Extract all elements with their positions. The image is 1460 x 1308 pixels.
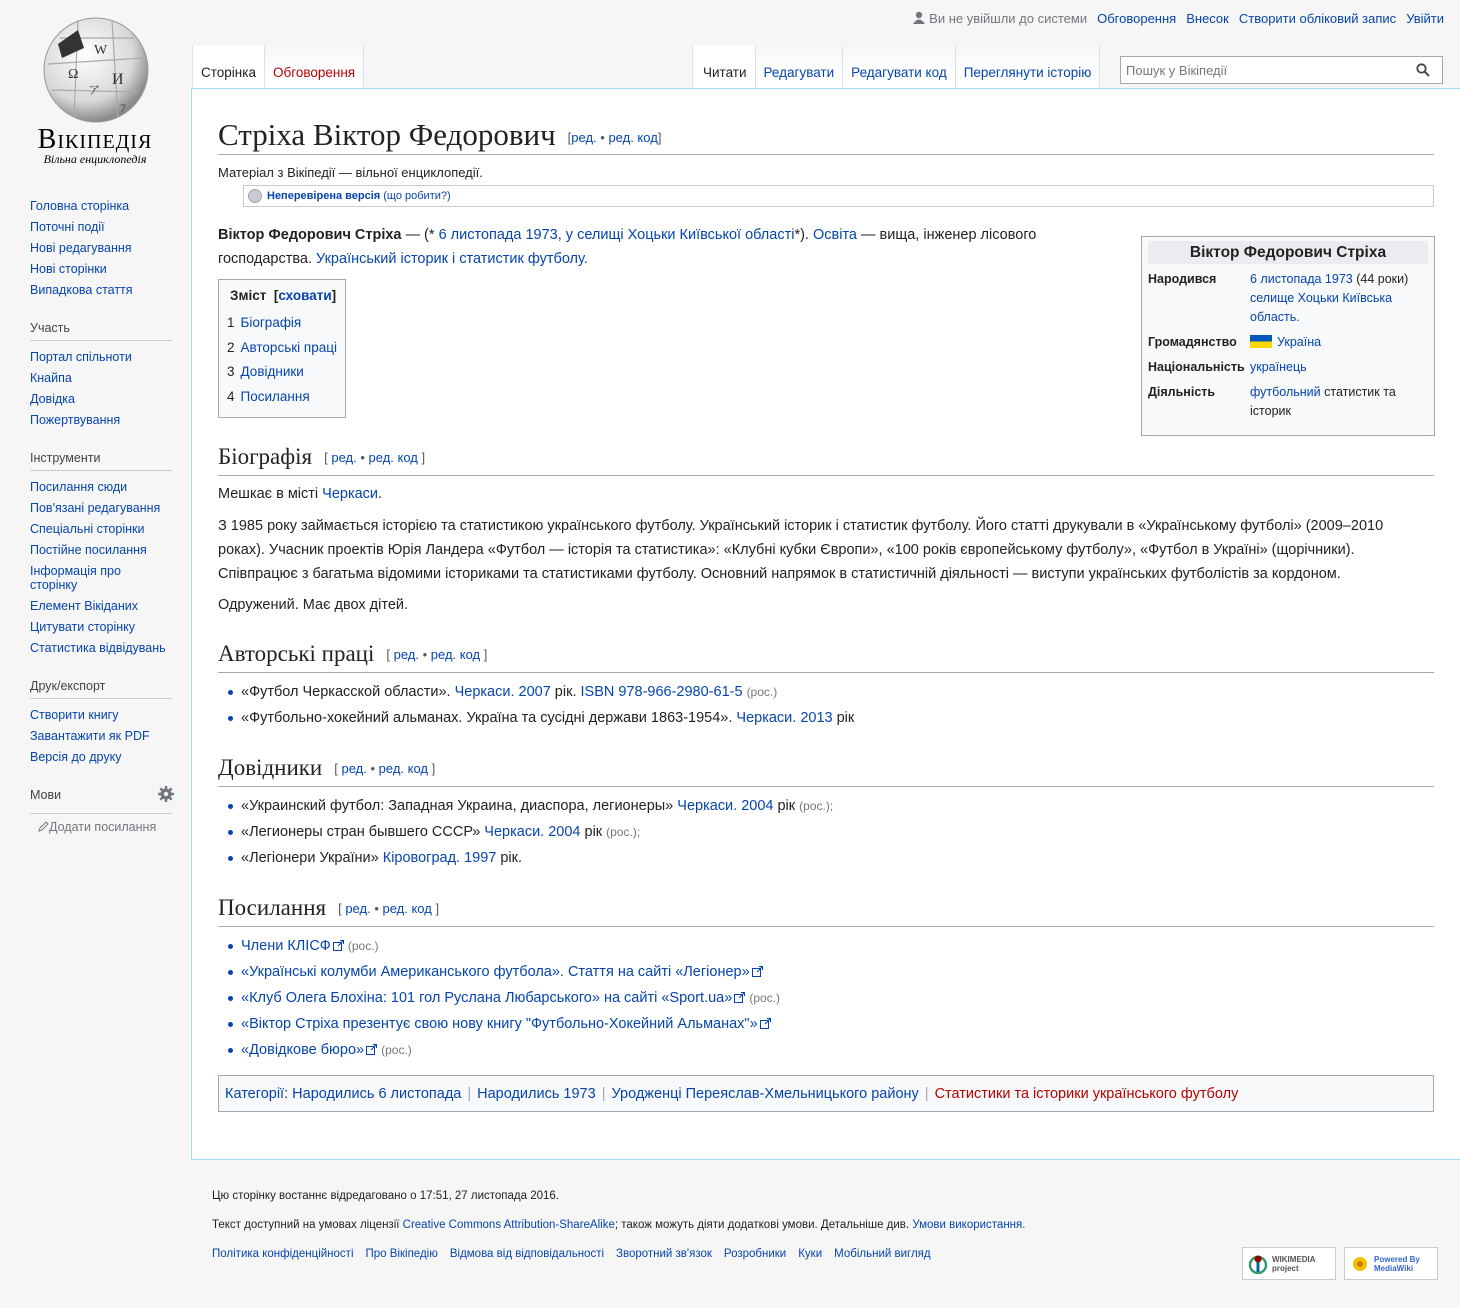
lead-birth-link[interactable]: 6 листопада 1973, у селищі Хоцьки Київської області [438,227,795,243]
infobox [1141,236,1435,436]
list-item: «Довідкове бюро» (рос.) [228,1037,1434,1063]
toc-item[interactable]: 3 Довідники [227,364,304,379]
sidebar-item-what-links-here[interactable]: Посилання сюди [30,480,128,494]
edit-link[interactable]: ред. [571,130,597,145]
sidebar-item-page-info[interactable]: Інформація про сторінку [30,564,121,592]
sidebar-item-printable[interactable]: Версія до друку [30,750,122,764]
sidebar-item-cite[interactable]: Цитувати сторінку [30,620,135,634]
search-button[interactable] [1411,58,1435,82]
not-logged-in: Ви не увійшли до системи [913,11,1087,26]
category-link[interactable]: Народились 1973 [477,1085,596,1102]
external-link[interactable]: Члени КЛІСФ [241,938,331,954]
user-icon [913,11,925,24]
svg-text:W: W [94,43,108,58]
site-name: Вікіпедія [37,124,153,155]
born-date-link[interactable]: 6 листопада 1973 [1250,272,1353,286]
search-box [1120,56,1443,84]
sidebar-languages [0,784,190,834]
bio-paragraph: Співпрацює з багатьма відомими істориками та статистиками футболу. Основний напрямок в статистичній діяльності — виступи українських футболістів за кордоном. [218,566,1341,582]
footer-mobile-link[interactable]: Мобільний вигляд [834,1248,931,1260]
external-link[interactable]: «Українські колумби Американського футбола». Стаття на сайті «Легіонер» [241,964,750,980]
section-edit-link[interactable]: ред. [393,647,419,662]
list-item: «Легионеры стран бывшего СССР» Черкаси. 2004 рік (рос.); [228,819,1434,845]
sidebar-item-special-pages[interactable]: Спеціальні сторінки [30,522,145,536]
lead-education-link[interactable]: Освіта [812,227,857,243]
namespace-tabs [192,46,364,88]
search-icon [1416,63,1430,77]
tab-history[interactable]: Переглянути історію [955,46,1101,88]
sidebar-item-related-changes[interactable]: Пов'язані редагування [30,501,161,515]
svg-text:Ω: Ω [68,67,79,82]
section-heading-biography: Біографія [ ред. • ред. код ] [218,442,1434,476]
flagged-label[interactable]: Неперевірена версія [267,190,381,202]
sidebar-item-download-pdf[interactable]: Завантажити як PDF [30,729,150,743]
footer-cookies-link[interactable]: Куки [798,1248,823,1260]
section-edit-link[interactable]: ред. [331,450,357,465]
sidebar-item-pageviews[interactable]: Статистика відвідувань [30,641,166,655]
license-text: Текст доступний на умовах ліцензії Creative Commons Attribution-ShareAlike; також можуть діяти додаткові умови. Детальніше див. Умови використання. [212,1219,1026,1231]
categories-label[interactable]: Категорії [225,1085,285,1102]
site-tagline: Вільна енциклопедія [43,152,147,166]
tab-edit[interactable]: Редагувати [755,46,843,88]
category-link[interactable]: Народились 6 листопада [292,1085,462,1102]
bio-paragraph: Мешкає в місті Черкаси. [218,486,383,502]
external-links-list [228,933,1434,1063]
main-content [191,88,1460,1160]
section-heading-works: Авторські праці [ ред. • ред. код ] [218,639,1434,673]
sidebar-item-donate[interactable]: Пожертвування [30,413,121,427]
category-link-missing[interactable]: Статистики та історики українського футболу [934,1085,1239,1102]
bio-paragraph: Одружений. Має двох дітей. [218,597,409,613]
external-link-icon [734,992,745,1003]
list-item: «Легіонери України» Кіровоград. 1997 рік. [228,845,1434,871]
list-item: Члени КЛІСФ (рос.) [228,933,1434,959]
external-link-icon [366,1044,377,1055]
sidebar-participate [0,317,190,431]
list-item: «Украинский футбол: Западная Украина, диаспора, легионеры» Черкаси. 2004 рік (рос.); [228,793,1434,819]
sidebar-heading-print: Друк/експорт [30,675,172,699]
sidebar-item-main-page[interactable]: Головна сторінка [30,199,130,213]
sidebar-heading-languages: Мови [30,784,172,807]
sidebar-tools [0,447,190,659]
born-place-link[interactable]: селище Хоцьки Київська область. [1250,291,1393,324]
external-link-icon [752,966,763,977]
references-list [228,793,1434,871]
sidebar-print [0,675,190,768]
footer-privacy-link[interactable]: Політика конфіденційності [212,1248,354,1260]
infobox-row-nationality: Національність українець [1148,360,1307,374]
section-edit-code-link[interactable]: ред. код [382,901,432,916]
create-account-link[interactable]: Створити обліковий запис [1238,11,1397,26]
tab-page[interactable]: Сторінка [192,46,264,88]
footer-contact-link[interactable]: Зворотний зв'язок [616,1248,712,1260]
isbn-link[interactable]: ISBN 978-966-2980-61-5 [580,684,743,700]
section-edit-link[interactable]: ред. [345,901,371,916]
view-tabs [692,46,1100,88]
external-link[interactable]: «Довідкове бюро» [241,1042,365,1058]
activity-link[interactable]: футбольний [1250,385,1321,399]
infobox-row-activity: Діяльність футбольний статистик та історик [1148,385,1396,418]
wikipedia-logo[interactable] [0,0,190,175]
citizenship-link[interactable]: Україна [1277,335,1322,349]
lead-paragraph: Віктор Федорович Стріха — (* 6 листопада 1973, у селищі Хоцьки Київської області*). Освіта — вища, інженер лісового господарства. Український історик і статистик футболу. [218,227,1037,267]
sidebar [0,196,190,850]
list-item: «Футбольно-хокейний альманах. Україна та сусідні держави 1863-1954». Черкаси. 2013 рік [228,705,1434,731]
table-of-contents [218,279,346,418]
cherkasy-link[interactable]: Черкаси [322,486,379,502]
toc-hide-link[interactable]: сховати [278,288,332,303]
tab-edit-code[interactable]: Редагувати код [842,46,955,88]
sidebar-item-permanent-link[interactable]: Постійне посилання [30,543,147,557]
footer-disclaimer-link[interactable]: Відмова від відповідальності [449,1248,605,1260]
terms-link[interactable]: Умови використання. [912,1219,1026,1231]
sidebar-navigation [0,196,190,301]
footer-developers-link[interactable]: Розробники [723,1248,787,1260]
page-title: Стріха Віктор Федорович [ред. • ред. код] [218,89,1434,155]
sidebar-item-wikidata[interactable]: Елемент Вікіданих [30,599,138,613]
works-list [228,679,1434,731]
section-edit-code-link[interactable]: ред. код [378,761,428,776]
footer-icons [1242,1247,1438,1280]
footer-about-link[interactable]: Про Вікіпедію [365,1248,438,1260]
pencil-icon [38,821,49,832]
sidebar-heading-tools: Інструменти [30,447,172,471]
toc-item[interactable]: 2 Авторські праці [227,339,337,355]
svg-text:7: 7 [120,101,126,115]
external-link-icon [760,1018,771,1029]
sidebar-heading-participate: Участь [30,317,172,341]
puzzle-globe-icon [38,14,154,124]
mediawiki-badge[interactable]: Powered By MediaWiki [1344,1247,1438,1280]
contributions-link[interactable]: Внесок [1186,11,1229,26]
toc-item[interactable]: 1 Біографія [227,315,302,330]
gear-icon[interactable] [158,786,174,802]
flagged-revision-notice [243,185,1434,207]
sidebar-item-village-pump[interactable]: Кнайпа [30,371,72,385]
infobox-row-citizenship: Громадянство Україна [1148,335,1322,349]
sidebar-item-random-article[interactable]: Випадкова стаття [30,283,133,297]
infobox-title: Віктор Федорович Стріха [1148,241,1428,264]
wikimedia-badge[interactable]: WIKIMEDIA project [1242,1247,1336,1280]
tab-read[interactable]: Читати [692,46,755,88]
external-link[interactable]: «Клуб Олега Блохіна: 101 гол Руслана Любарського» на сайті «Sport.ua» [241,990,733,1006]
svg-text:И: И [112,71,124,88]
category-link[interactable]: Уродженці Переяслав-Хмельницького району [611,1085,919,1102]
svg-text:ア: ア [88,83,101,97]
section-heading-references: Довідники [ ред. • ред. код ] [218,753,1434,787]
unchecked-icon [248,189,262,203]
section-edit-link[interactable]: ред. [341,761,367,776]
external-link[interactable]: «Віктор Стріха презентує свою нову книгу "Футбольно-Хокейний Альманах"» [241,1016,758,1032]
mediawiki-icon [1350,1254,1370,1274]
sidebar-item-recent-changes[interactable]: Нові редагування [30,241,132,255]
personal-tools [913,11,1444,26]
category-links: Категорії : Народились 6 листопада | Народились 1973 | Уродженці Переяслав-Хмельницького району | Статистики та історики українського футболу [218,1075,1434,1112]
edit-code-link[interactable]: ред. код [608,130,658,145]
license-link[interactable]: Creative Commons Attribution-ShareAlike [402,1219,615,1231]
search-input[interactable] [1121,63,1411,78]
nationality-link[interactable]: українець [1250,360,1307,374]
sidebar-item-help[interactable]: Довідка [30,392,75,406]
toc-title: Зміст [сховати] [230,288,337,303]
sidebar-item-create-book[interactable]: Створити книгу [30,708,119,722]
site-subtitle: Матеріал з Вікіпедії — вільної енциклопедії. [218,165,483,180]
external-link-icon [333,940,344,951]
login-link[interactable]: Увійти [1406,11,1444,26]
talk-link[interactable]: Обговорення [1097,11,1177,26]
bio-paragraph: З 1985 року займається історією та статистикою українського футболу. Український історик і статистик футболу. Його статті друкували в «Українському футболі» (2009–2010 роках). Учасник проектів Юрія Ландера «Футбол — історія та статистика»: «Клубні кубки Європи», «100 років європейському футболу», «Футбол в Україні» (щорічники). [218,518,1384,558]
section-edit-code-link[interactable]: ред. код [368,450,418,465]
add-interlanguage-link[interactable]: Додати посилання [38,820,156,834]
title-edit-links: [ред. • ред. код] [567,130,662,145]
last-modified: Цю сторінку востаннє відредаговано о 17:51, 27 листопада 2016. [212,1190,559,1202]
lead-historian-link[interactable]: Український історик і статистик футболу. [316,251,588,267]
sidebar-item-new-pages[interactable]: Нові сторінки [30,262,107,276]
ukraine-flag-icon [1250,335,1272,348]
section-heading-links: Посилання [ ред. • ред. код ] [218,893,1434,927]
list-item: «Футбол Черкасской области». Черкаси. 2007 рік. ISBN 978-966-2980-61-5 (рос.) [228,679,1434,705]
sidebar-item-community-portal[interactable]: Портал спільноти [30,350,132,364]
flagged-help-link[interactable]: (що робити?) [383,190,451,202]
list-item [228,959,1434,985]
list-item: «Клуб Олега Блохіна: 101 гол Руслана Любарського» на сайті «Sport.ua» (рос.) [228,985,1434,1011]
wikimedia-icon [1248,1254,1268,1274]
toc-item[interactable]: 4 Посилання [227,388,310,404]
sidebar-item-current-events[interactable]: Поточні події [30,220,105,234]
list-item [228,1011,1434,1037]
tab-talk[interactable]: Обговорення [264,46,364,88]
infobox-row-born: Народився 6 листопада 1973 (44 роки) селище Хоцьки Київська область. [1148,272,1409,324]
section-edit-code-link[interactable]: ред. код [430,647,481,662]
